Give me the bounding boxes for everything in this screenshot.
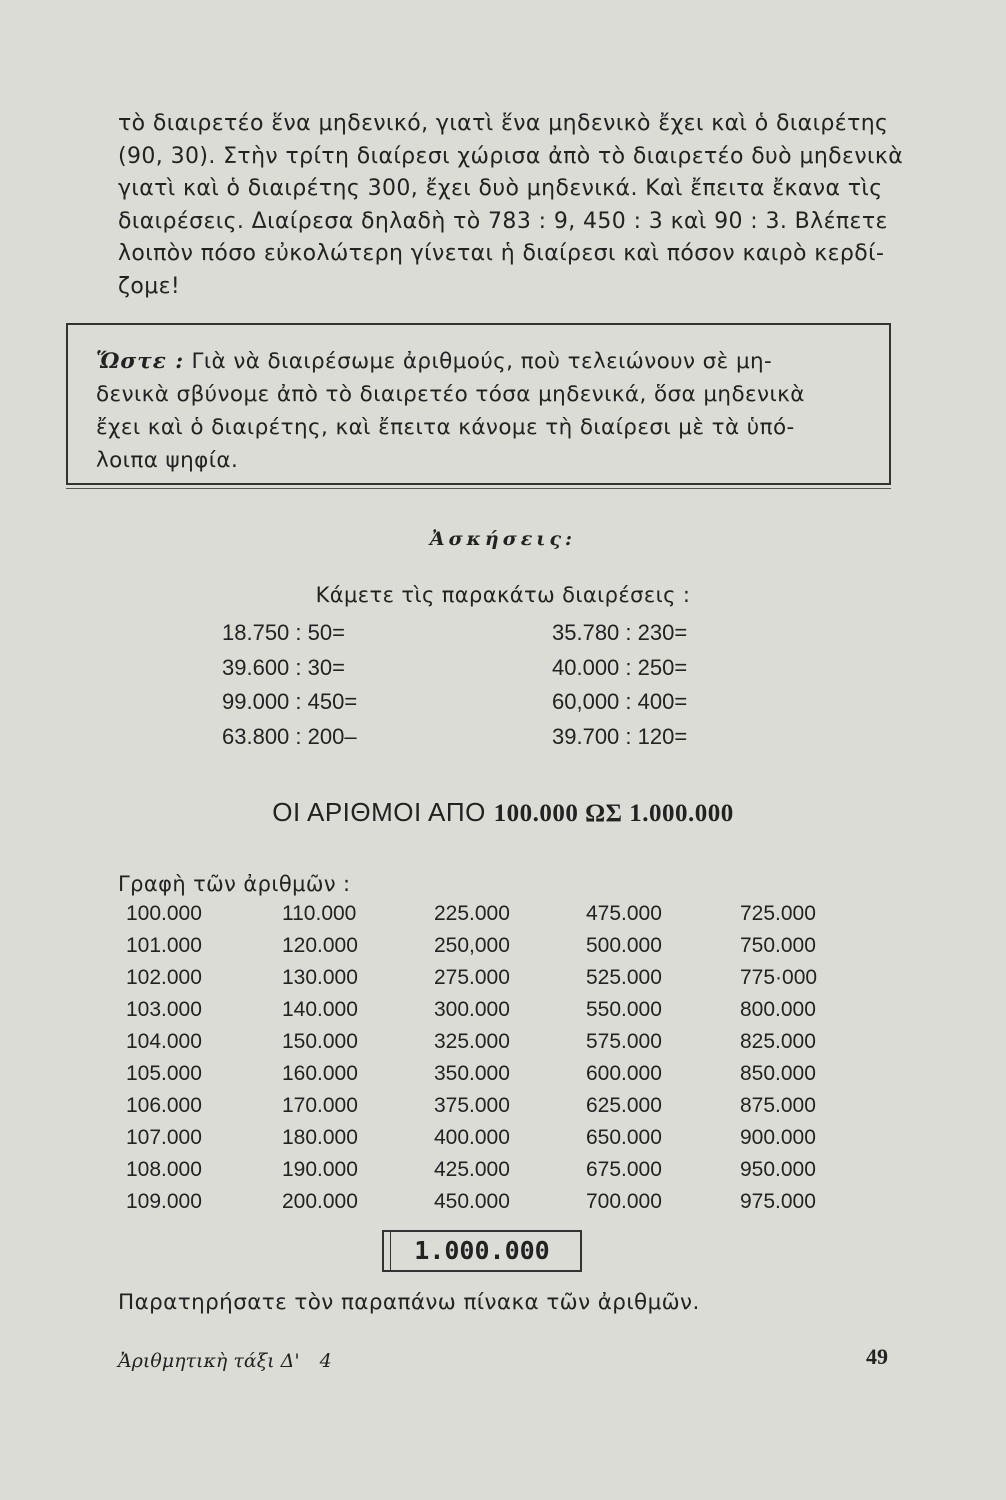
number-cell: 106.000 (126, 1094, 202, 1117)
intro-line: τὸ διαιρετέο ἕνα μηδενικό, γιατὶ ἕνα μηδενικὸ ἔχει καὶ ὁ διαιρέτης (118, 111, 889, 136)
number-cell: 600.000 (586, 1062, 662, 1085)
number-cell: 700.000 (586, 1190, 662, 1213)
number-cell: 550.000 (586, 998, 662, 1021)
number-cell: 107.000 (126, 1126, 202, 1149)
footer-book-title (118, 1350, 332, 1372)
number-cell: 950.000 (740, 1158, 816, 1181)
exercise-item: 39.700 : 120= (552, 723, 688, 749)
number-cell: 575.000 (586, 1030, 662, 1053)
rule-line-1-text: Γιὰ νὰ διαιρέσωμε ἀριθμούς, ποὺ τελειώνουν σὲ μη- (184, 349, 773, 374)
number-cell: 104.000 (126, 1030, 202, 1053)
rule-line: λοιπα ψηφία. (96, 448, 239, 473)
exercise-item: 60,000 : 400= (552, 689, 688, 714)
number-cell: 975.000 (740, 1190, 816, 1213)
numbers-table-title: Γραφὴ τῶν ἀριθμῶν : (118, 872, 351, 896)
number-cell: 275.000 (434, 966, 510, 989)
number-cell: 750.000 (740, 934, 816, 957)
number-cell: 160.000 (282, 1062, 358, 1085)
rule-line: ἔχει καὶ ὁ διαιρέτης, καὶ ἔπειτα κάνομε τὴ διαίρεσι μὲ τὰ ὑπό- (96, 415, 795, 440)
page-number: 49 (866, 1344, 888, 1369)
rule-label: Ὥστε : (96, 349, 185, 374)
exercise-row (222, 724, 742, 759)
numbers-heading-range: 100.000 ΩΣ 1.000.000 (493, 800, 734, 827)
number-cell: 475.000 (586, 902, 662, 925)
number-cell: 725.000 (740, 902, 816, 925)
exercise-item: 18.750 : 50= (222, 620, 345, 645)
numbers-column (586, 902, 716, 1222)
exercise-row (222, 620, 742, 655)
exercises-instruction: Κάμετε τὶς παρακάτω διαιρέσεις : (315, 583, 691, 607)
intro-line: λοιπὸν πόσο εὐκολώτερη γίνεται ἡ διαίρεσι καὶ πόσον καιρὸ κερδί- (118, 241, 885, 266)
numbers-heading (0, 797, 1006, 828)
observe-note: Παρατηρήσατε τὸν παραπάνω πίνακα τῶν ἀριθμῶν. (118, 1290, 700, 1315)
number-cell: 170.000 (282, 1094, 358, 1117)
number-cell: 900.000 (740, 1126, 816, 1149)
million-box: 1.000.000 (382, 1230, 582, 1272)
exercises-heading: Ἀσκήσεις: (429, 528, 577, 550)
exercise-grid (222, 620, 742, 758)
number-cell: 375.000 (434, 1094, 510, 1117)
number-cell: 110.000 (282, 902, 357, 925)
numbers-column (434, 902, 564, 1222)
intro-line: διαιρέσεις. Διαίρεσα δηλαδὴ τὸ 783 : 9, 450 : 3 καὶ 90 : 3. Βλέπετε (118, 208, 888, 234)
rule-box (66, 323, 891, 485)
number-cell: 800.000 (740, 998, 816, 1021)
number-cell: 675.000 (586, 1158, 662, 1181)
exercise-item: 99.000 : 450= (222, 689, 358, 714)
numbers-column (740, 902, 870, 1222)
rule-line: δενικὰ σβύνομε ἀπὸ τὸ διαιρετέο τόσα μηδενικά, ὅσα μηδενικὰ (96, 382, 805, 407)
numbers-heading-prefix: ΟΙ ΑΡΙΘΜΟΙ ΑΠΟ (272, 797, 494, 827)
number-cell: 650.000 (586, 1126, 662, 1149)
number-cell: 425.000 (434, 1158, 510, 1181)
number-cell: 450.000 (434, 1190, 510, 1213)
footer-chapter: 4 (319, 1350, 332, 1372)
exercise-item: 40.000 : 250= (552, 654, 688, 680)
number-cell: 250,000 (434, 934, 510, 957)
number-cell: 120.000 (282, 934, 358, 957)
number-cell: 225.000 (434, 902, 510, 925)
intro-line: (90, 30). Στὴν τρίτη διαίρεσι χώρισα ἀπὸ τὸ διαιρετέο δυὸ μηδενικὰ (118, 143, 904, 169)
number-cell: 105.000 (126, 1062, 202, 1085)
exercise-item: 35.780 : 230= (552, 620, 688, 645)
number-cell: 325.000 (434, 1030, 510, 1053)
exercise-item: 63.800 : 200– (222, 723, 357, 749)
exercise-row (222, 689, 742, 724)
rule-line (96, 345, 871, 378)
exercise-row (222, 655, 742, 690)
number-cell: 109.000 (126, 1190, 202, 1213)
number-cell: 775·000 (740, 966, 818, 989)
number-cell: 102.000 (126, 966, 202, 989)
number-cell: 101.000 (126, 934, 202, 957)
number-cell: 300.000 (434, 998, 510, 1021)
number-cell: 850.000 (740, 1062, 816, 1085)
intro-paragraph (118, 108, 904, 303)
number-cell: 525.000 (586, 966, 662, 989)
numbers-column (282, 902, 412, 1222)
exercise-item: 39.600 : 30= (222, 654, 345, 680)
number-cell: 180.000 (282, 1126, 358, 1149)
number-cell: 350.000 (434, 1062, 510, 1085)
number-cell: 103.000 (126, 998, 202, 1021)
numbers-column (126, 902, 256, 1222)
number-cell: 140.000 (282, 998, 358, 1021)
number-cell: 190.000 (282, 1158, 358, 1181)
number-cell: 150.000 (282, 1030, 358, 1053)
number-cell: 500.000 (586, 934, 662, 957)
rule-text (96, 345, 871, 477)
number-cell: 825.000 (740, 1030, 816, 1053)
number-cell: 400.000 (434, 1126, 510, 1149)
number-cell: 100.000 (126, 902, 202, 925)
footer-book: Ἀριθμητικὴ τάξι Δ' (118, 1350, 300, 1372)
intro-line: ζομε! (118, 273, 181, 299)
number-cell: 108.000 (126, 1158, 202, 1181)
number-cell: 130.000 (282, 966, 358, 989)
number-cell: 625.000 (586, 1094, 662, 1117)
number-cell: 875.000 (740, 1094, 816, 1117)
intro-line: γιατὶ καὶ ὁ διαιρέτης 300, ἔχει δυὸ μηδενικά. Καὶ ἔπειτα ἔκανα τὶς (118, 176, 883, 201)
number-cell: 200.000 (282, 1190, 358, 1213)
